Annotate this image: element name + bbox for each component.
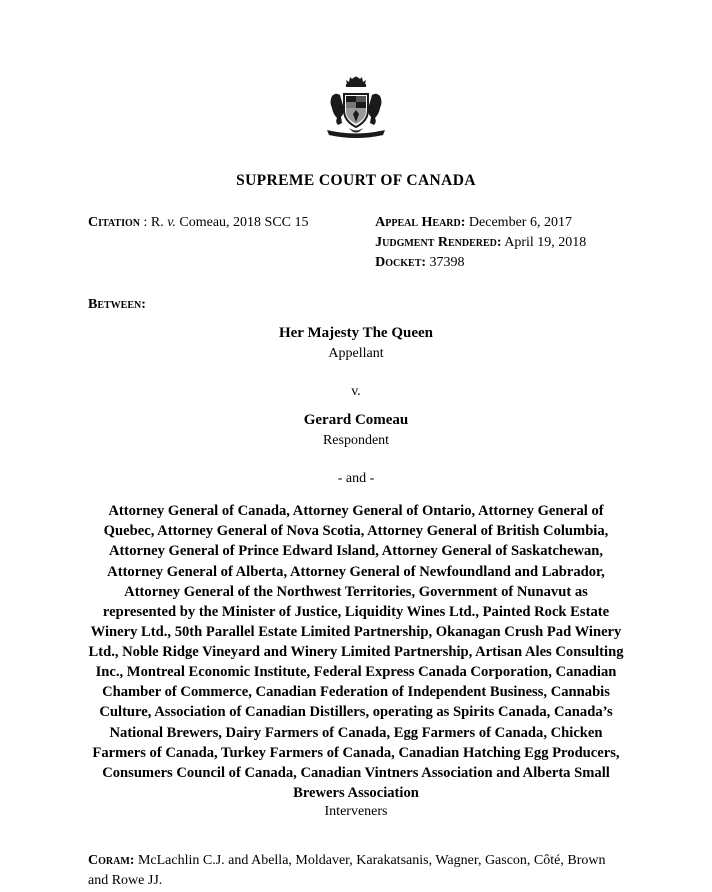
citation-label: Citation xyxy=(88,215,140,230)
coram-text: McLachlin C.J. and Abella, Moldaver, Karakatsanis, Wagner, Gascon, Côté, Brown and Rowe JJ. xyxy=(88,853,606,889)
appellant-role: Appellant xyxy=(328,345,384,361)
citation-case-part2: Comeau, 2018 SCC 15 xyxy=(175,215,309,230)
citation-case-v: v. xyxy=(167,215,176,230)
respondent-name: Gerard Comeau xyxy=(303,411,409,428)
judgment-rendered-label: Judgment Rendered: xyxy=(375,234,502,250)
interveners-names: Attorney General of Canada, Attorney General of Ontario, Attorney General of Quebec, Attorney General of Nova Scotia, Attorney General of British Columbia, Attorney General of Prince Edward Island, Attorney General of Saskatchewan, Attorney General of Alberta, Attorney General of Newfoundland and Labrador, Attorney General of the Northwest Territories, Government of Nunavut as represented by the Minister of Justice, Liquidity Wines Ltd., Painted Rock Estate Winery Ltd., 50th Parallel Estate Limited Partnership, Okanagan Crush Pad Winery Ltd., Noble Ridge Vineyard and Winery Limited Partnership, Artisan Ales Consulting Inc., Montreal Economic Institute, Federal Express Canada Corporation, Canadian Chamber of Commerce, Canadian Federation of Independent Business, Cannabis Culture, Association of Canadian Distillers, operating as Spirits Canada, Canada’s National Brewers, Dairy Farmers of Canada, Egg Farmers of Canada, Chicken Farmers of Canada, Turkey Farmers of Canada, Canadian Hatching Egg Producers, Consumers Council of Canada, Canadian Vintners Association and Alberta Small Brewers Association xyxy=(88,503,624,801)
interveners-role: Interveners xyxy=(324,804,388,820)
coram-block xyxy=(88,851,624,892)
judgment-rendered-value: April 19, 2018 xyxy=(501,234,587,250)
citation-separator: : xyxy=(139,215,151,230)
appeal-heard-label: Appeal Heard: xyxy=(375,215,466,230)
appellant-block xyxy=(88,323,624,364)
canada-coat-of-arms-icon xyxy=(319,74,393,140)
docket-value: 37398 xyxy=(426,254,465,270)
and-separator: - and - xyxy=(337,471,375,487)
crest-container xyxy=(88,0,624,145)
docket-line xyxy=(375,253,624,273)
coram-label: Coram: xyxy=(88,853,135,869)
hearing-meta-block xyxy=(375,213,624,273)
docket-label: Docket: xyxy=(375,254,427,270)
respondent-block xyxy=(88,410,624,451)
court-title: SUPREME COURT OF CANADA xyxy=(236,172,476,189)
between-label-text: Between: xyxy=(88,296,146,312)
judgment-rendered-line xyxy=(375,233,624,253)
respondent-role: Respondent xyxy=(322,432,390,448)
appeal-heard-line xyxy=(375,213,624,233)
versus-separator: v. xyxy=(351,383,361,399)
citation-case-part1: R. xyxy=(150,215,168,230)
between-label xyxy=(88,297,624,313)
appellant-name: Her Majesty The Queen xyxy=(278,324,433,341)
citation-block xyxy=(88,213,375,233)
appeal-heard-value: December 6, 2017 xyxy=(465,215,572,230)
case-meta-row xyxy=(88,213,624,273)
